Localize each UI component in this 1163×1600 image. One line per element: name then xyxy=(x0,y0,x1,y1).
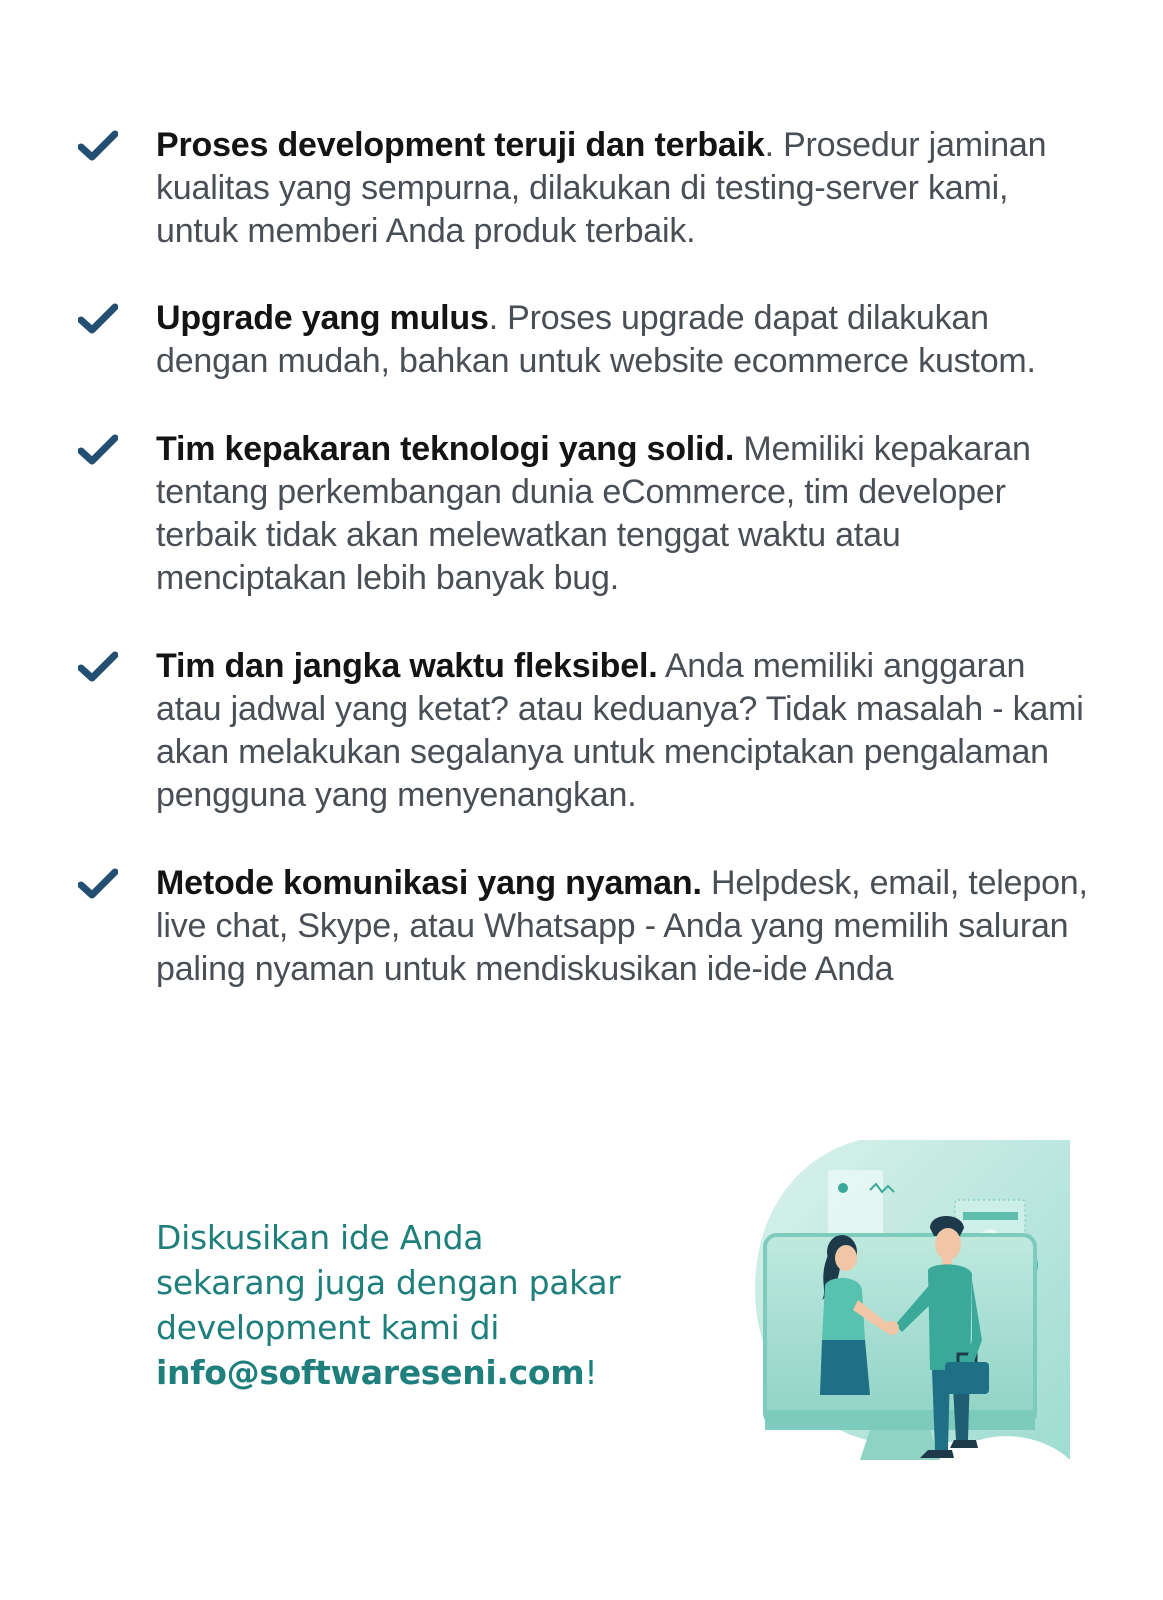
call-to-action xyxy=(156,1215,716,1395)
feature-title: Proses development teruji dan terbaik xyxy=(156,126,765,164)
feature-title: Tim dan jangka waktu fleksibel. xyxy=(156,647,658,685)
feature-text xyxy=(156,297,1088,383)
handshake-illustration xyxy=(750,1140,1080,1470)
cta-line: sekarang juga dengan pakar xyxy=(156,1263,621,1302)
feature-body: Memiliki kepakaran tentang perkembangan dunia eCommerce, tim developer terbaik tidak akan melewatkan tenggat waktu atau menciptakan lebih banyak bug. xyxy=(156,430,1031,597)
feature-text xyxy=(156,428,1088,600)
feature-list xyxy=(78,124,1088,1036)
feature-title: Upgrade yang mulus xyxy=(156,299,489,337)
cta-line: development kami di xyxy=(156,1308,500,1347)
feature-item xyxy=(78,862,1088,991)
feature-item xyxy=(78,428,1088,600)
feature-item xyxy=(78,297,1088,383)
feature-item xyxy=(78,124,1088,253)
feature-text xyxy=(156,862,1088,991)
cta-email-line xyxy=(156,1350,716,1395)
cta-suffix: ! xyxy=(584,1353,598,1392)
feature-title: Tim kepakaran teknologi yang solid. xyxy=(156,430,735,468)
feature-body: Anda memiliki anggaran atau jadwal yang ketat? atau keduanya? Tidak masalah - kami akan melakukan segalanya untuk menciptakan pengalaman pengguna yang menyenangkan. xyxy=(156,647,1084,814)
checkmark-icon xyxy=(78,428,156,466)
checkmark-icon xyxy=(78,862,156,900)
checkmark-icon xyxy=(78,124,156,162)
feature-text xyxy=(156,645,1088,817)
checkmark-icon xyxy=(78,297,156,335)
feature-body: . Proses upgrade dapat dilakukan dengan mudah, bahkan untuk website ecommerce kustom. xyxy=(156,299,1036,380)
feature-title: Metode komunikasi yang nyaman. xyxy=(156,864,702,902)
cta-line: Diskusikan ide Anda xyxy=(156,1218,484,1257)
feature-text xyxy=(156,124,1088,253)
feature-body: . Prosedur jaminan kualitas yang sempurna, dilakukan di testing-server kami, untuk memberi Anda produk terbaik. xyxy=(156,126,1047,250)
feature-item xyxy=(78,645,1088,817)
checkmark-icon xyxy=(78,645,156,683)
feature-body: Helpdesk, email, telepon, live chat, Skype, atau Whatsapp - Anda yang memilih saluran paling nyaman untuk mendiskusikan ide-ide Anda xyxy=(156,864,1088,988)
contact-email-link[interactable]: info@softwareseni.com xyxy=(156,1353,585,1392)
